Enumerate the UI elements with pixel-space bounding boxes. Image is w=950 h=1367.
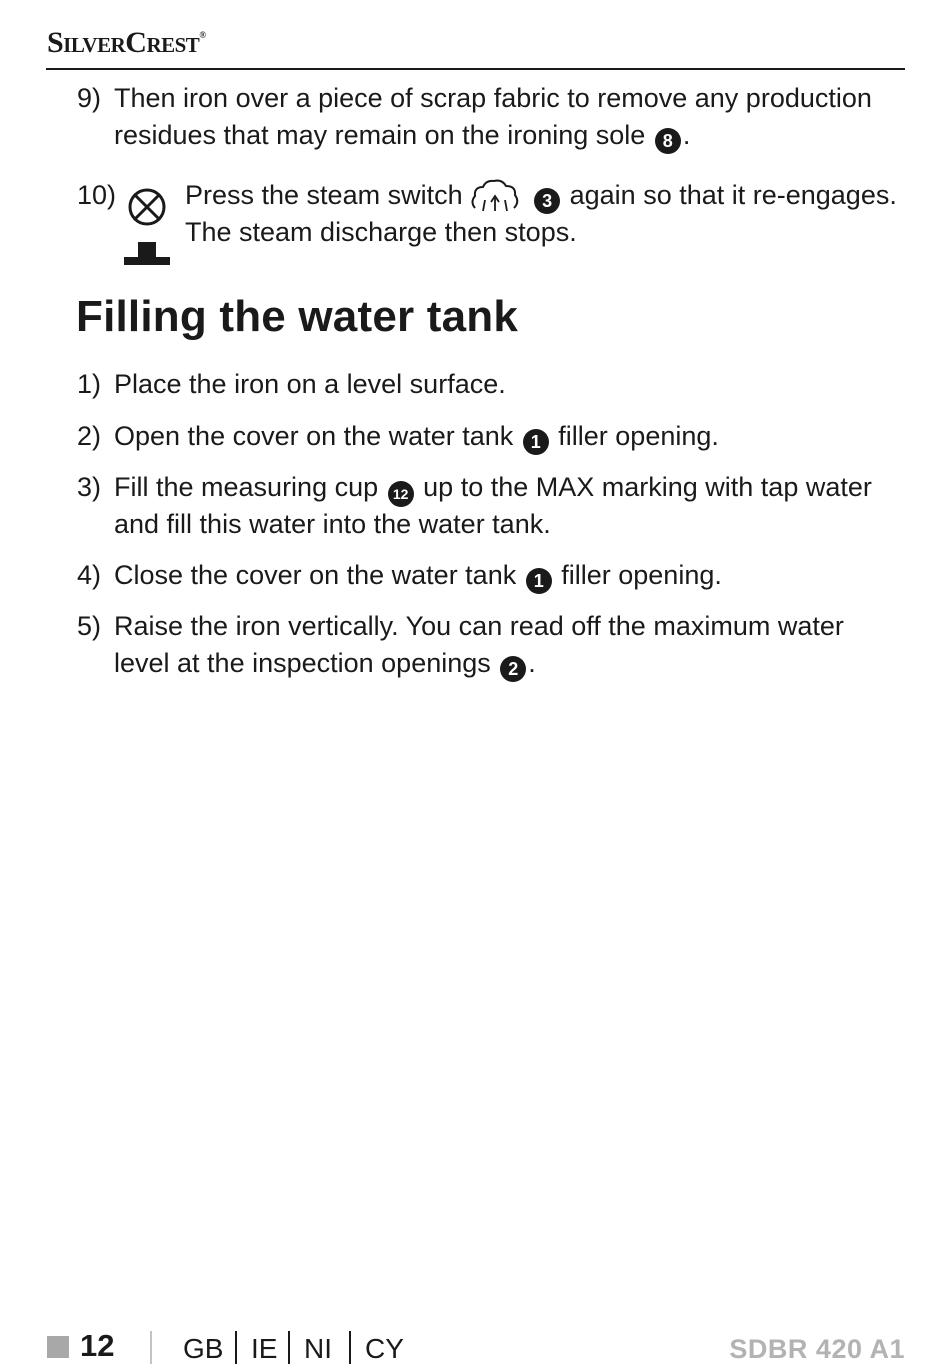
step-number: 2): [77, 421, 102, 451]
step-text-line2: and fill this water into the water tank.: [114, 509, 551, 539]
step-number: 4): [77, 560, 102, 590]
country-code-cy: CY: [365, 1333, 404, 1364]
ref-badge: 3: [534, 188, 560, 214]
country-code-ni: NI: [304, 1333, 332, 1364]
step-text-line2: residues that may remain on the ironing sole 8 .: [114, 117, 690, 154]
step-text-line1: Fill the measuring cup 12 up to the MAX marking with tap water: [114, 469, 872, 507]
footer-marker: [47, 1336, 69, 1358]
footer-divider: [349, 1331, 351, 1364]
step-text-line2: The steam discharge then stops.: [185, 217, 577, 247]
step-number: 9): [77, 83, 102, 113]
ref-badge: 12: [388, 481, 414, 507]
step-text: Place the iron on a level surface.: [114, 369, 506, 399]
brand-logo: SilverCrest®: [47, 26, 206, 59]
page-number: 12: [80, 1328, 115, 1363]
model-number: SDBR 420 A1: [729, 1334, 905, 1364]
footer-divider: [150, 1331, 152, 1364]
footer-divider: [288, 1331, 290, 1364]
header-rule: [46, 68, 905, 70]
step-number: 10): [77, 180, 117, 210]
ref-badge: 1: [526, 568, 552, 594]
step-text-line2: level at the inspection openings 2 .: [114, 645, 536, 682]
step-text: Open the cover on the water tank 1 filler opening.: [114, 418, 719, 455]
section-heading: Filling the water tank: [76, 292, 519, 341]
step-text-line1: Press the steam switch 3 again so that it re-engages.: [185, 177, 897, 214]
footer-divider: [235, 1331, 237, 1364]
step-number: 5): [77, 611, 102, 641]
country-code-ie: IE: [251, 1333, 278, 1364]
ref-badge: 1: [523, 429, 549, 455]
step-text: Close the cover on the water tank 1 filler opening.: [114, 557, 722, 594]
steam-switch-icon: [469, 178, 521, 214]
country-code-gb: GB: [183, 1333, 224, 1364]
ref-badge: 2: [500, 656, 526, 682]
steam-off-symbol-icon: [121, 181, 173, 273]
step-number: 1): [77, 369, 102, 399]
step-text-line1: Then iron over a piece of scrap fabric to remove any production: [114, 83, 872, 113]
step-number: 3): [77, 472, 102, 502]
ref-badge: 8: [655, 128, 681, 154]
step-text-line1: Raise the iron vertically. You can read off the maximum water: [114, 611, 844, 641]
